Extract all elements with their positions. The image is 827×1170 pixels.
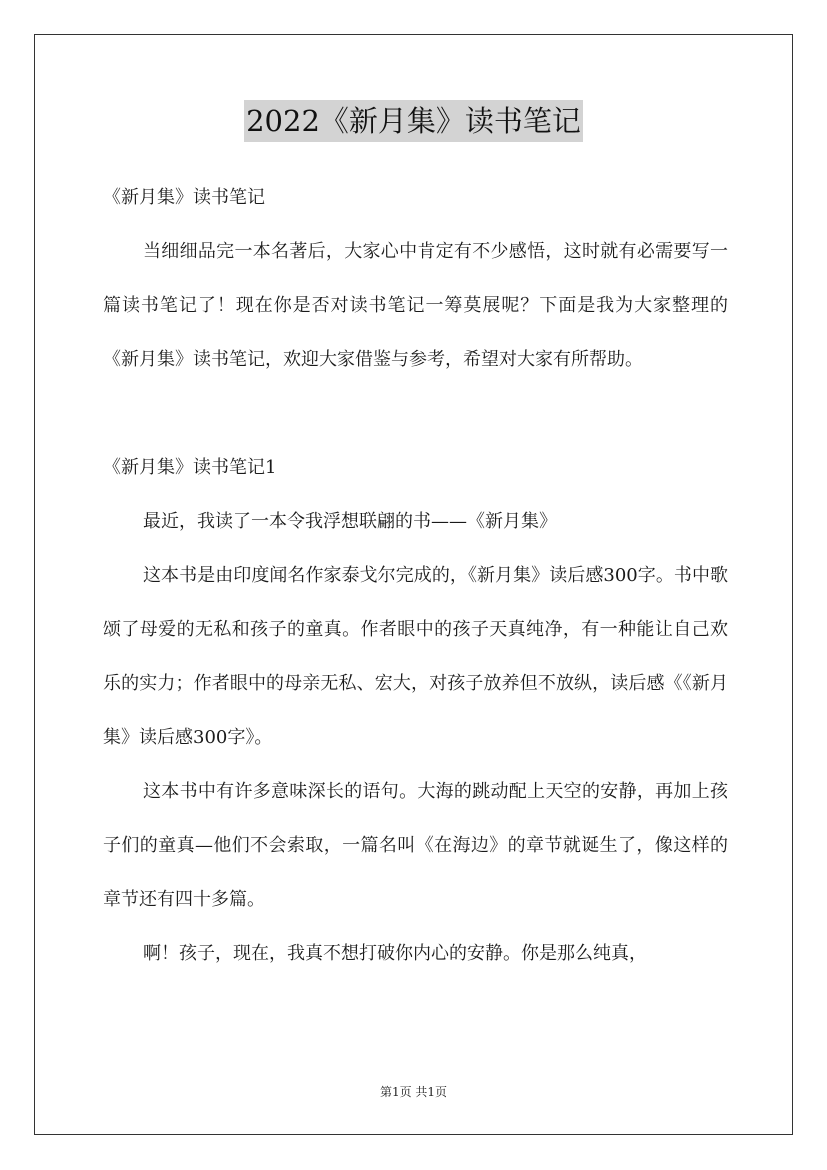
intro-paragraph: 当细细品完一本名著后，大家心中肯定有不少感悟，这时就有必需要写一篇读书笔记了！现在你是否对读书笔记一筹莫展呢？下面是我为大家整理的《新月集》读书笔记，欢迎大家借鉴与参考，希望对大家有所帮助。 xyxy=(103,241,728,370)
paragraph-3: 这本书中有许多意味深长的语句。大海的跳动配上天空的安静，再加上孩子们的童真—他们不会索取，一篇名叫《在海边》的章节就诞生了，像这样的章节还有四十多篇。 xyxy=(103,781,728,910)
document-body xyxy=(103,171,728,981)
paragraph-2: 这本书是由印度闻名作家泰戈尔完成的，《新月集》读后感300字。书中歌颂了母爱的无私和孩子的童真。作者眼中的孩子天真纯净，有一种能让自己欢乐的实力；作者眼中的母亲无私、宏大，对孩子放养但不放纵，读后感《《新月集》读后感300字》。 xyxy=(103,565,728,748)
paragraph-1: 最近，我读了一本令我浮想联翩的书——《新月集》 xyxy=(143,511,557,532)
subheading-1: 《新月集》读书笔记1 xyxy=(103,457,277,478)
document-title-wrapper xyxy=(0,100,827,142)
page-footer: 第1页 共1页 xyxy=(379,1085,448,1099)
section-heading: 《新月集》读书笔记 xyxy=(103,187,265,208)
paragraph-spacer xyxy=(103,387,728,441)
paragraph-4: 啊！孩子，现在，我真不想打破你内心的安静。你是那么纯真， xyxy=(143,943,647,964)
document-title: 2022《新月集》读书笔记 xyxy=(244,100,583,142)
